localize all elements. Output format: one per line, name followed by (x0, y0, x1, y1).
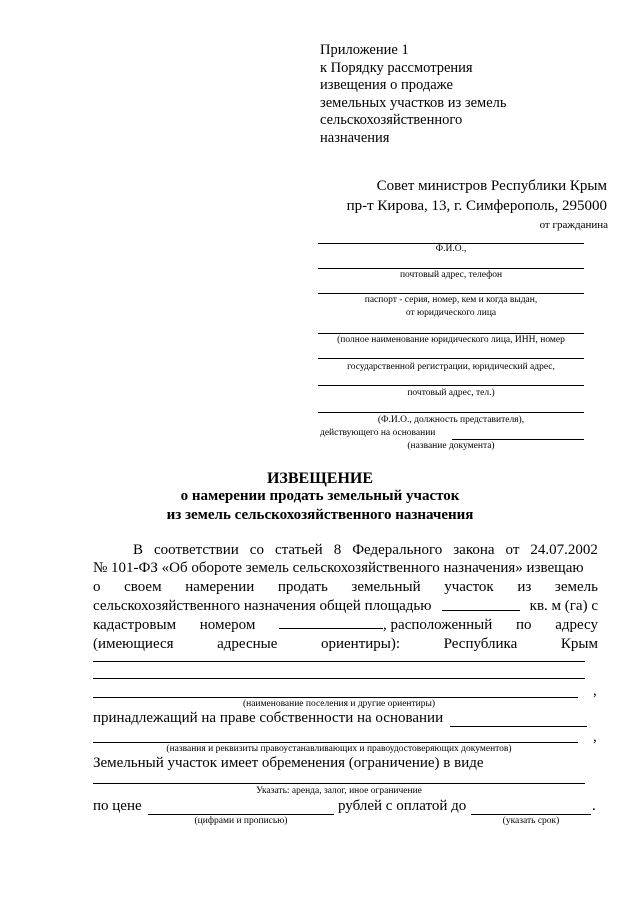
area-field[interactable] (442, 597, 520, 611)
postal-caption: почтовый адрес, телефон (399, 270, 503, 280)
postal-tel-line[interactable] (318, 385, 584, 386)
settlement-caption: (наименование поселения и другие ориентиры) (242, 699, 436, 709)
title-subline: о намерении продать земельный участок (180, 488, 460, 504)
annex-line: сельскохозяйственного (320, 112, 463, 128)
annex-block (320, 42, 620, 147)
body-line-3: о своем намерении продать земельный участок из земель (93, 579, 598, 595)
encumbrance-text: Земельный участок имеет обременения (ограничение) в виде (93, 755, 484, 771)
passport-caption: паспорт - серия, номер, кем и когда выдан, (364, 295, 538, 305)
from-citizen: от гражданина (539, 219, 608, 231)
ownership-text: принадлежащий на праве собственности на основании (93, 710, 444, 726)
ownership-basis-field[interactable] (450, 726, 587, 727)
docname-caption: (название документа) (407, 441, 495, 451)
encumbrance-caption: Указать: аренда, залог, иное ограничение (256, 786, 422, 796)
fio-caption: Ф.И.О., (435, 244, 467, 254)
annex-line: Приложение 1 (320, 42, 409, 58)
annex-line: назначения (320, 129, 390, 146)
address-line-2[interactable] (93, 678, 585, 679)
body-line-2: № 101-ФЗ «Об обороте земель сельскохозяйственного назначения» извещаю (93, 560, 584, 576)
body-line-6: (имеющиеся адресные ориентиры): Республика Крым (93, 636, 598, 652)
representative-caption: (Ф.И.О., должность представителя), (377, 415, 525, 425)
fullname-caption: (полное наименование юридического лица, ИНН, номер (337, 335, 565, 345)
price-label: по цене (93, 798, 142, 814)
comma: , (593, 683, 597, 699)
recipient-org: Совет министров Республики Крым (376, 178, 607, 194)
body-line-5: кадастровым номером , расположенный по адресу (93, 617, 598, 633)
encumbrance-field[interactable] (93, 783, 585, 784)
address-line-1[interactable] (93, 661, 585, 662)
payment-label: рублей с оплатой до (338, 798, 467, 814)
document-title: ИЗВЕЩЕНИЕ (266, 470, 374, 487)
recipient-address: пр-т Кирова, 13, г. Симферополь, 295000 (346, 198, 607, 214)
postal-tel-caption: почтовый адрес, тел.) (407, 388, 495, 398)
period: . (592, 798, 596, 814)
comma: , (593, 729, 597, 745)
title-subline: из земель сельскохозяйственного назначения (166, 507, 474, 523)
body-line-4: сельскохозяйственного назначения общей площадью кв. м (га) с (93, 598, 598, 614)
documents-caption: (названия и реквизиты правоустанавливающих и правоудостоверяющих документов) (166, 744, 512, 754)
postal-line[interactable] (318, 268, 584, 269)
legal-entity-caption: от юридического лица (405, 308, 497, 318)
words-caption: (цифрами и прописью) (194, 816, 288, 826)
annex-line: земельных участков из земель (320, 94, 507, 111)
annex-line: извещения о продаже (320, 77, 453, 93)
address-line-3[interactable] (93, 697, 578, 698)
body-line-1: В соответствии со статьей 8 Федерального закона от 24.07.2002 (133, 542, 598, 558)
payment-term-field[interactable] (471, 814, 591, 815)
annex-line: к Порядку рассмотрения (320, 59, 473, 76)
passport-line[interactable] (318, 293, 584, 294)
fullname-line[interactable] (318, 333, 584, 334)
representative-line[interactable] (318, 412, 584, 413)
documents-line[interactable] (93, 742, 578, 743)
registration-line[interactable] (318, 358, 584, 359)
price-field[interactable] (148, 814, 334, 815)
term-caption: (указать срок) (502, 816, 560, 826)
registration-caption: государственной регистрации, юридический адрес, (347, 362, 555, 372)
acting-caption: действующего на основании (320, 428, 436, 438)
cadastral-number-field[interactable] (279, 615, 383, 629)
acting-basis-line[interactable] (452, 439, 584, 440)
